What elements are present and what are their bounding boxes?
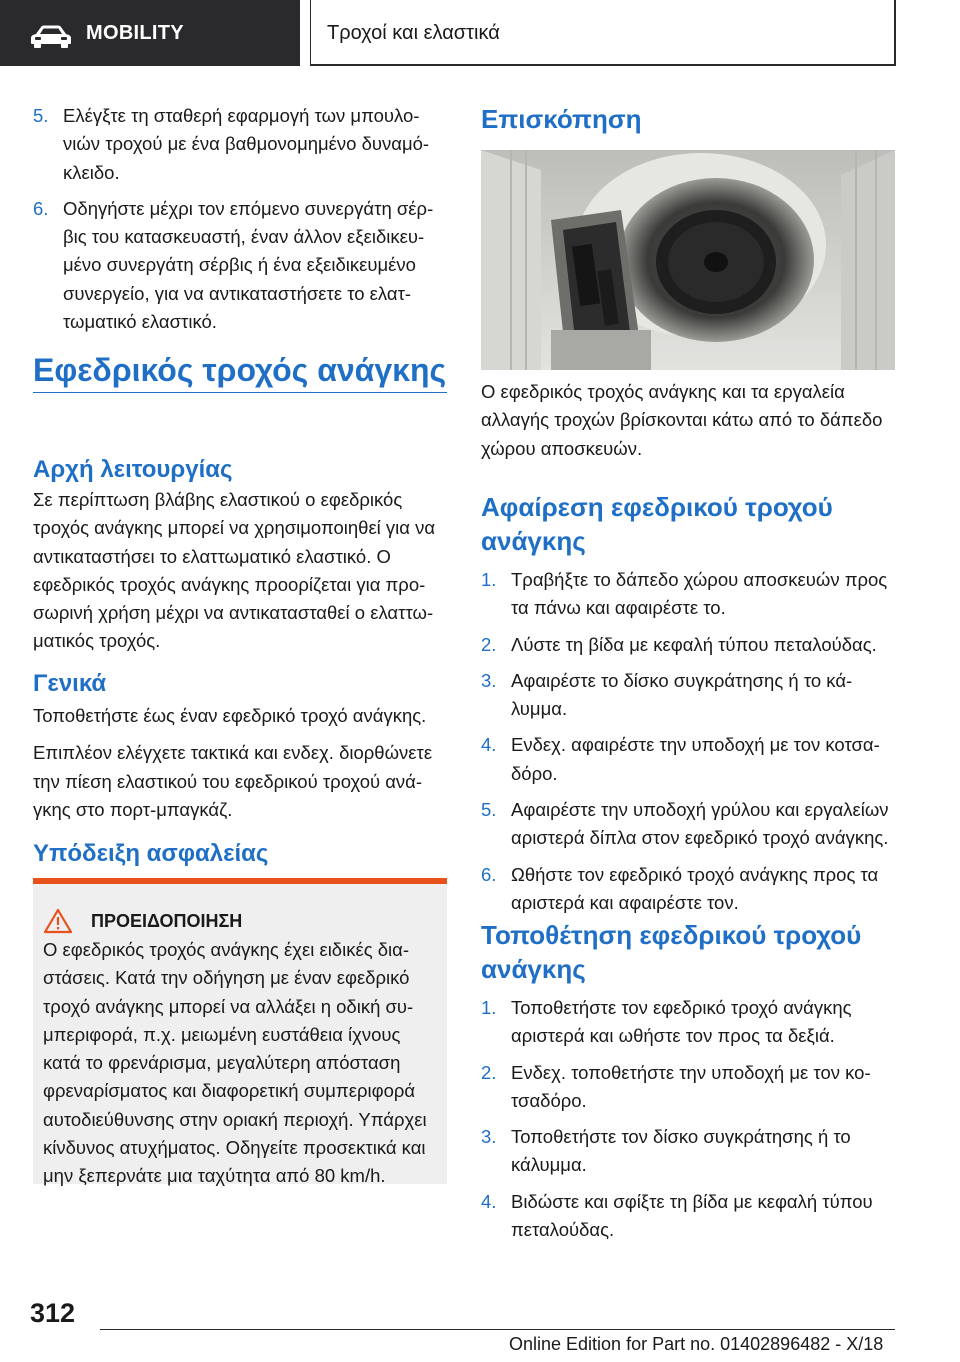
- warning-title: ΠΡΟΕΙΔΟΠΟΙΗΣΗ: [91, 911, 243, 931]
- list-item: 5. Αφαιρέστε την υποδοχή γρύλου και εργαλείων αριστερά δίπλα στον εφεδρικό τροχό ανάγκης.: [481, 799, 889, 849]
- overview-block: [481, 102, 895, 136]
- overview-heading: Επισκόπηση: [481, 104, 642, 134]
- general-text-1: Τοποθετήστε έως έναν εφεδρικό τροχό ανάγκης.: [33, 705, 427, 726]
- removal-steps-list: [481, 566, 895, 917]
- header-chapter-title: Τροχοί και ελαστικά: [327, 22, 500, 44]
- removal-block: [481, 490, 895, 925]
- header-section-title: MOBILITY: [86, 22, 184, 44]
- list-item: 1. Τοποθετήστε τον εφεδρικό τροχό ανάγκης αριστερά και ωθήστε τον προς τα δεξιά.: [481, 997, 852, 1047]
- install-steps-list: [481, 994, 895, 1244]
- warning-text: Ο εφεδρικός τροχός ανάγκης έχει ειδικές διαστάσεις. Κατά την οδήγηση με έναν εφεδρικό τροχό ανάγκης μπορεί να αλλάξει η οδική συμπεριφορά, π.χ. μειωμένη ευστάθεια ίχνους κατά το φρενάρισμα, μεγαλύτερη απόσταση φρεναρίσματος και διαφορετική συμπεριφορά αυτοδιεύθυνσης στην οριακή περιοχή. Υπάρχει κίνδυνος ατυχήματος. Οδηγείτε προσεκτικά και μην ξεπερνάτε μια ταχύτητα από 80 km/h.: [43, 939, 427, 1187]
- list-item: 6. Οδηγήστε μέχρι τον επόμενο συνεργάτη σέρβις του κατασκευαστή, έναν άλλον εξειδικευμένο συνεργάτη σέρβις ή ένα εξειδικευμένο συνεργείο, για να αντικαταστήσετε το ελαττωματικό ελαστικό.: [33, 197, 434, 333]
- list-item: 2. Λύστε τη βίδα με κεφαλή τύπου πεταλούδας.: [481, 633, 877, 655]
- header-chapter-box: [310, 0, 896, 66]
- warning-box: [33, 878, 447, 1187]
- heading-rule: [33, 392, 447, 393]
- header-section-tab: [0, 0, 300, 66]
- list-item: 5. Ελέγξτε τη σταθερή εφαρμογή των μπουλονιών τροχού με ένα βαθμονομημένο δυναμόκλειδο.: [33, 105, 430, 183]
- list-item: 1. Τραβήξτε το δάπεδο χώρου αποσκευών προς τα πάνω και αφαιρέστε το.: [481, 569, 888, 619]
- section-spare-wheel: [33, 350, 447, 393]
- car-icon: [30, 24, 72, 48]
- photo-caption: Ο εφεδρικός τροχός ανάγκης και τα εργαλεία αλλαγής τροχών βρίσκονται κάτω από το δάπεδο χώρου αποσκευών.: [481, 381, 883, 459]
- list-item: 4. Βιδώστε και σφίξτε τη βίδα με κεφαλή τύπου πεταλούδας.: [481, 1190, 873, 1241]
- list-item: 4. Ενδεχ. αφαιρέστε την υποδοχή με τον κοτσαδόρο.: [481, 734, 880, 784]
- trunk-spare-wheel-illustration: [481, 150, 895, 370]
- install-block: [481, 918, 895, 1252]
- spare-wheel-photo: [481, 150, 895, 370]
- footer-edition: Online Edition for Part no. 01402896482 - X/18: [509, 1334, 884, 1354]
- footer-rule: [100, 1329, 895, 1330]
- list-item: 3. Αφαιρέστε το δίσκο συγκράτησης ή το κάλυμμα.: [481, 669, 853, 720]
- removal-heading: Αφαίρεση εφεδρικού τροχού ανάγκης: [481, 492, 833, 556]
- warning-triangle-icon: [43, 908, 73, 934]
- continued-steps-list: [33, 102, 447, 336]
- safety-block: [33, 838, 447, 870]
- general-block: [33, 668, 447, 824]
- principle-heading: Αρχή λειτουργίας: [33, 456, 233, 483]
- left-column: [33, 102, 447, 344]
- principle-block: [33, 454, 447, 656]
- general-heading: Γενικά: [33, 670, 107, 697]
- caption-block: [481, 378, 895, 463]
- page-number: 312: [30, 1298, 76, 1328]
- principle-text: Σε περίπτωση βλάβης ελαστικού ο εφεδρικός τροχός ανάγκης μπορεί να χρησιμοποιηθεί για να αντικαταστήσει το ελαττωματικό ελαστικό. Ο εφεδρικός τροχός ανάγκης προορίζεται για προσωρινή χρήση μέχρι να αντικατασταθεί ο ελαττωματικός τροχός.: [33, 489, 436, 652]
- list-item: 2. Ενδεχ. τοποθετήστε την υποδοχή με τον κοτσαδόρο.: [481, 1061, 871, 1111]
- general-text-2: Επιπλέον ελέγχετε τακτικά και ενδεχ. διορθώνετε την πίεση ελαστικού του εφεδρικού τροχού ανάγκης στο πορτ-μπαγκάζ.: [33, 742, 433, 820]
- warning-title-row: [43, 908, 433, 934]
- install-heading: Τοποθέτηση εφεδρικού τροχού ανάγκης: [481, 920, 862, 984]
- list-item: 3. Τοποθετήστε τον δίσκο συγκράτησης ή το κάλυμμα.: [481, 1126, 851, 1176]
- safety-heading: Υπόδειξη ασφαλείας: [33, 840, 269, 867]
- section-heading: Εφεδρικός τροχός ανάγκης: [33, 352, 447, 388]
- list-item: 6. Ωθήστε τον εφεδρικό τροχό ανάγκης προς τα αριστερά και αφαιρέστε τον.: [481, 863, 879, 913]
